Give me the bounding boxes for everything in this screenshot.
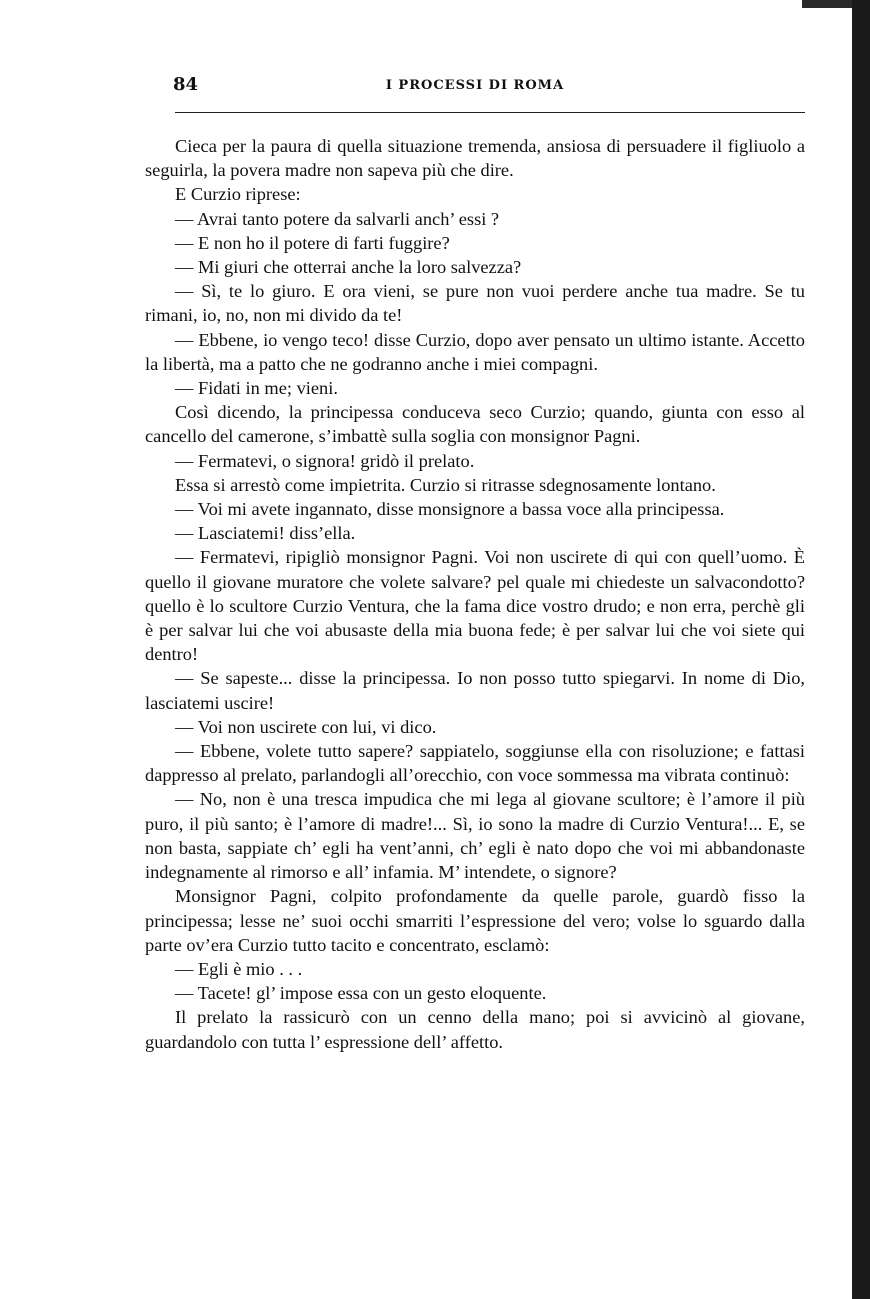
paragraph: Il prelato la rassicurò con un cenno della mano; poi si avvicinò al giovane, guardandolo con tutta l’ espressione dell’ affetto. [145,1007,805,1052]
paragraph: — Mi giuri che otterrai anche la loro salvezza? [175,257,522,278]
paragraph: — E non ho il potere di farti fuggire? [175,232,450,253]
paragraph: — Tacete! gl’ impose essa con un gesto eloquente. [175,983,547,1004]
paragraph: E Curzio riprese: [175,184,301,205]
running-title: I PROCESSI DI ROMA [385,78,565,93]
paragraph: — Voi non uscirete con lui, vi dico. [175,716,437,737]
page-edge-corner [802,0,852,8]
paragraph: — Avrai tanto potere da salvarli anch’ essi ? [175,208,500,229]
paragraph: — Lasciatemi! diss’ella. [175,523,356,544]
paragraph: — Ebbene, volete tutto sapere? sappiatelo, soggiunse ella con risoluzione; e fattasi dappresso al prelato, parlandogli all’orecchio, con voce sommessa ma vibrata continuò: [145,741,805,786]
header-rule [175,112,805,113]
page-edge-shadow [852,0,870,1299]
paragraph: — Egli è mio . . . [175,958,303,979]
paragraph: — Ebbene, io vengo teco! disse Curzio, dopo aver pensato un ultimo istante. Accetto la libertà, ma a patto che ne godranno anche i miei compagni. [145,329,805,374]
paragraph: Cieca per la paura di quella situazione tremenda, ansiosa di persuadere il figliuolo a seguirla, la povera madre non sapeva più che dire. [145,136,805,181]
page-number: 84 [173,74,199,95]
page-header [145,60,805,102]
paragraph: Monsignor Pagni, colpito profondamente da quelle parole, guardò fisso la principessa; lesse ne’ suoi occhi smarriti l’espressione del vero; volse lo sguardo dalla parte ov’era Curzio tutto tacito e concentrato, esclamò: [145,886,805,955]
paragraph: Essa si arrestò come impietrita. Curzio si ritrasse sdegnosamente lontano. [175,474,716,495]
paragraph: — Sì, te lo giuro. E ora vieni, se pure non vuoi perdere anche tua madre. Se tu rimani, io, no, non mi divido da te! [145,281,805,326]
paragraph: — Fidati in me; vieni. [175,378,338,399]
paragraph: — Fermatevi, ripigliò monsignor Pagni. Voi non uscirete di qui con quell’uomo. È quello il giovane muratore che volete salvare? pel quale mi chiedeste un salvacondotto? quello è lo scultore Curzio Ventura, che la fama dice vostro drudo; e non erra, perchè gli è per salvar lui che voi abusaste della mia buona fede; è per salvar lui che voi siete qui dentro! [145,547,805,665]
body-text [145,134,805,1054]
book-page [145,60,805,1052]
paragraph: — No, non è una tresca impudica che mi lega al giovane scultore; è l’amore il più puro, il più santo; è l’amore di madre!... Sì, io sono la madre di Curzio Ventura!... E, se non basta, sappiate ch’ egli ha vent’anni, ch’ egli è nato dopo che voi mi abbandonaste indegnamente al rimorso e all’ infamia. M’ intendete, o signore? [145,789,805,883]
paragraph: — Voi mi avete ingannato, disse monsignore a bassa voce alla principessa. [175,499,725,520]
paragraph: — Se sapeste... disse la principessa. Io non posso tutto spiegarvi. In nome di Dio, lasciatemi uscire! [145,668,805,713]
paragraph: Così dicendo, la principessa conduceva seco Curzio; quando, giunta con esso al cancello del camerone, s’imbattè sulla soglia con monsignor Pagni. [145,402,805,447]
paragraph: — Fermatevi, o signora! gridò il prelato. [175,450,475,471]
